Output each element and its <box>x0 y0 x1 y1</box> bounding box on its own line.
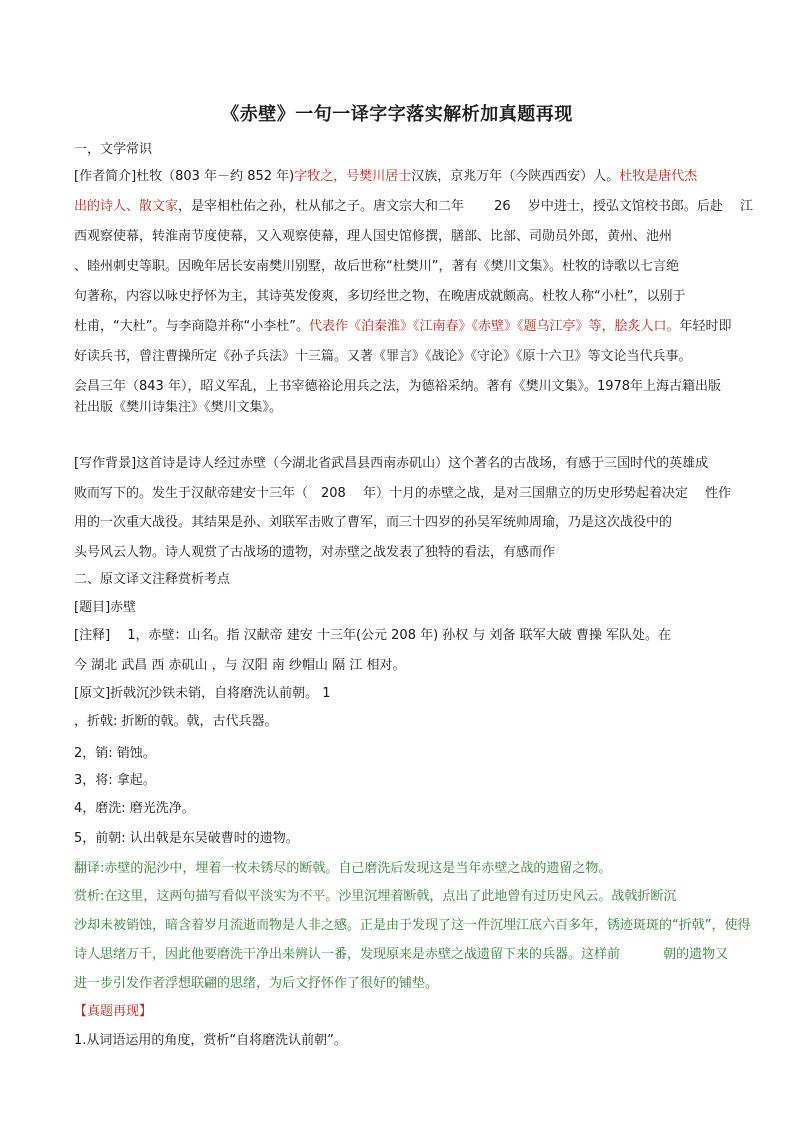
background-line: 用的一次重大战役。其结果是孙、刘联军击败了曹军，而三十四岁的孙吴军统帅周瑜，乃是这次战役中的 <box>74 515 673 530</box>
author-intro-text: 年轻时即 <box>679 319 732 334</box>
poem-title: [题目]赤壁 <box>74 600 137 615</box>
translation-line: 翻译:赤壁的泥沙中，埋着一枚未锈尽的断戟。自己磨洗后发现这是当年赤壁之战的遗留之物。 <box>74 861 612 876</box>
document-title: 《赤壁》一句一译字字落实解析加真题再现 <box>221 104 573 125</box>
gloss-item: 4，磨洗: 磨光洗净。 <box>74 801 195 816</box>
author-origin: 汉族，京兆万年（今陕西西安）人。 <box>411 169 620 184</box>
author-intro-line: 西观察使幕，转淮南节度使幕，又入观察使幕，理人国史馆修撰，膳部、比部、司勋员外郎，黄州、池州 <box>74 229 673 244</box>
author-intro-line: 社出版《樊川诗集注》《樊川文集》。 <box>74 400 283 415</box>
author-intro-line <box>74 169 724 185</box>
gloss-item: 3，将: 拿起。 <box>74 773 156 788</box>
author-intro-text: 杜甫，“大杜”。与李商隐并称“小李杜”。 <box>74 319 309 334</box>
author-highlight: 杜牧是唐代杰 <box>619 169 698 184</box>
gloss-item: 2，销: 销蚀。 <box>74 746 156 761</box>
background-line: 头号风云人物。诗人观赏了古战场的遗物，对赤壁之战发表了独特的看法，有感而作 <box>74 545 556 560</box>
author-intro-line: 会昌三年（843 年），昭义军乱，上书宰德裕论用兵之法，为德裕采纳。著有《樊川文集》。1978年上海古籍出版 <box>74 379 722 394</box>
author-intro-line: 好读兵书，曾注曹操所定《孙子兵法》十三篇。又著《罪言》《战论》《守论》《原十六卫》等文论当代兵事。 <box>74 349 692 364</box>
author-intro-line: 句著称，内容以咏史抒怀为主，其诗英发俊爽，多切经世之物，在晚唐成就颇高。杜牧人称“小杜”，以别于 <box>74 289 686 304</box>
author-courtesy-name: 字牧之，号樊川居士 <box>294 169 412 184</box>
note-line: [注释] 1，赤壁：山名。指 汉献帝 建安 十三年(公元 208 年) 孙权 与 刘备 联军大破 曹操 军队处。在 <box>74 628 671 643</box>
appreciation-line: 进一步引发作者浮想联翩的思绪，为后文抒怀作了很好的铺垫。 <box>74 976 439 991</box>
author-intro-text: ，是宰相杜佑之孙，杜从郁之子。唐文宗大和二年 26 岁中进士，授弘文馆校书郎。后赴 江 <box>178 199 753 214</box>
author-intro-line <box>74 199 753 215</box>
original-text-line: [原文]折戟沉沙铁未销，自将磨洗认前朝。 1 <box>74 686 331 701</box>
author-intro-text: [作者简介]杜牧（803 年－约 852 年) <box>74 169 295 184</box>
note-line: 今 湖北 武昌 西 赤矶山 ，与 汉阳 南 纱帽山 隔 江 相对。 <box>74 658 406 673</box>
author-highlight: 出的诗人、散文家 <box>74 199 179 214</box>
appreciation-line: 诗人思绪万千，因此他要磨洗干净出来辨认一番，发现原来是赤壁之战遗留下来的兵器。这样前 朝的遗物又 <box>74 947 729 962</box>
gloss-item: 5，前朝: 认出戟是东吴破曹时的遗物。 <box>74 831 299 846</box>
exam-heading: 【真题再现】 <box>74 1004 153 1019</box>
gloss-item: ，折戟: 折断的戟。戟，古代兵器。 <box>74 714 278 729</box>
author-intro-line <box>74 319 732 335</box>
exam-question: 1.从词语运用的角度，赏析“自将磨洗认前朝”。 <box>74 1033 347 1048</box>
author-intro-line: 、睦州刺史等职。因晚年居长安南樊川别墅，故后世称“杜樊川”，著有《樊川文集》。杜牧的诗歌以七言绝 <box>74 259 679 274</box>
author-representative-works: 代表作《泊秦淮》《江南春》《赤壁》《题乌江亭》等，脍炙人口。 <box>308 319 680 334</box>
appreciation-line: 沙却未被销蚀，暗含着岁月流逝而物是人非之感。正是由于发现了这一件沉埋江底六百多年，锈迹斑斑的“折戟”，使得 <box>74 918 751 933</box>
section-heading-literary-knowledge: 一，文学常识 <box>74 142 153 157</box>
section-heading-original-text: 二、原文译文注释赏析考点 <box>74 572 231 587</box>
background-line: 败而写下的。发生于汉献帝建安十三年（ 208 年）十月的赤壁之战，是对三国鼎立的历史形势起着决定 性作 <box>74 486 732 501</box>
background-line: [写作背景]这首诗是诗人经过赤壁（今湖北省武昌县西南赤矶山）这个著名的古战场，有感于三国时代的英雄成 <box>74 456 709 471</box>
appreciation-line: 赏析:在这里，这两句描写看似平淡实为不平。沙里沉埋着断戟，点出了此地曾有过历史风云。战戟折断沉 <box>74 889 677 904</box>
